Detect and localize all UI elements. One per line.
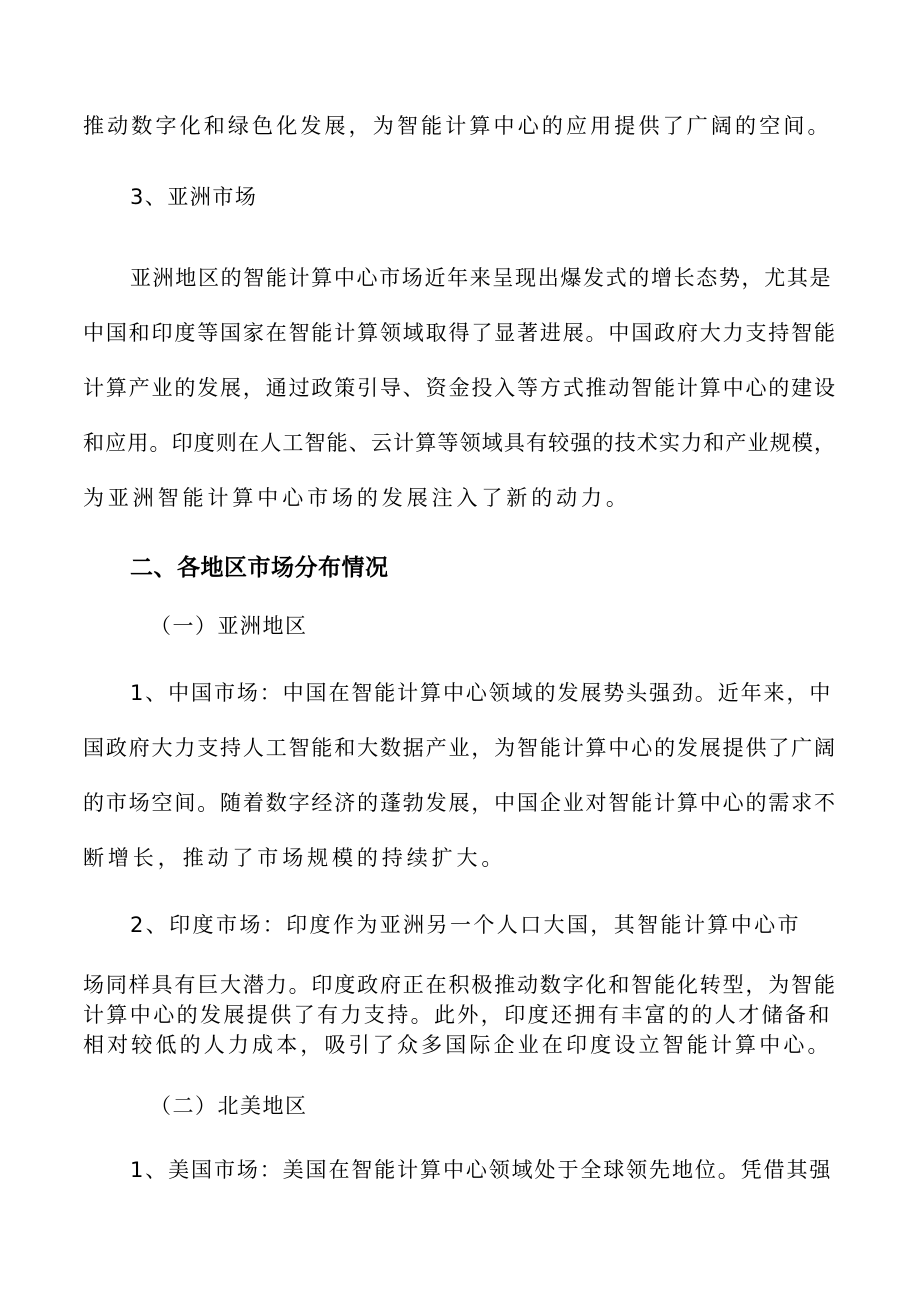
paragraph-continuation: 推动数字化和绿色化发展，为智能计算中心的应用提供了广阔的空间。 [83, 114, 832, 138]
paragraph-asia-market-line: 计算产业的发展，通过政策引导、资金投入等方式推动智能计算中心的建设 [83, 376, 835, 400]
paragraph-china-market-line: 1、中国市场：中国在智能计算中心领域的发展势头强劲。近年来，中 [130, 681, 833, 705]
subheading-asia-region: （一）亚洲地区 [150, 614, 308, 638]
paragraph-india-market-line: 2、印度市场：印度作为亚洲另一个人口大国，其智能计算中心市 [130, 913, 801, 937]
paragraph-asia-market-line: 为亚洲智能计算中心市场的发展注入了新的动力。 [83, 486, 631, 510]
paragraph-india-market-line: 相对较低的人力成本，吸引了众多国际企业在印度设立智能计算中心。 [83, 1033, 832, 1057]
paragraph-asia-market-line: 中国和印度等国家在智能计算领域取得了显著进展。中国政府大力支持智能 [83, 321, 835, 345]
paragraph-china-market-line: 国政府大力支持人工智能和大数据产业，为智能计算中心的发展提供了广阔 [83, 736, 835, 760]
section-heading-regional-distribution: 二、各地区市场分布情况 [130, 555, 389, 581]
subheading-north-america-region: （二）北美地区 [150, 1094, 308, 1118]
paragraph-asia-market-line: 和应用。印度则在人工智能、云计算等领域具有较强的技术实力和产业规模， [83, 431, 835, 455]
paragraph-usa-market-line: 1、美国市场：美国在智能计算中心领域处于全球领先地位。凭借其强 [130, 1158, 833, 1182]
paragraph-china-market-line: 断增长，推动了市场规模的持续扩大。 [83, 846, 507, 870]
paragraph-china-market-line: 的市场空间。随着数字经济的蓬勃发展，中国企业对智能计算中心的需求不 [83, 791, 835, 815]
paragraph-asia-market-line: 亚洲地区的智能计算中心市场近年来呈现出爆发式的增长态势，尤其是 [130, 266, 833, 290]
paragraph-india-market-line: 场同样具有巨大潜力。印度政府正在积极推动数字化和智能化转型，为智能 [83, 973, 835, 997]
subheading-asia-market: 3、亚洲市场 [130, 185, 258, 209]
paragraph-india-market-line: 计算中心的发展提供了有力支持。此外，印度还拥有丰富的的人才储备和 [83, 1003, 832, 1027]
